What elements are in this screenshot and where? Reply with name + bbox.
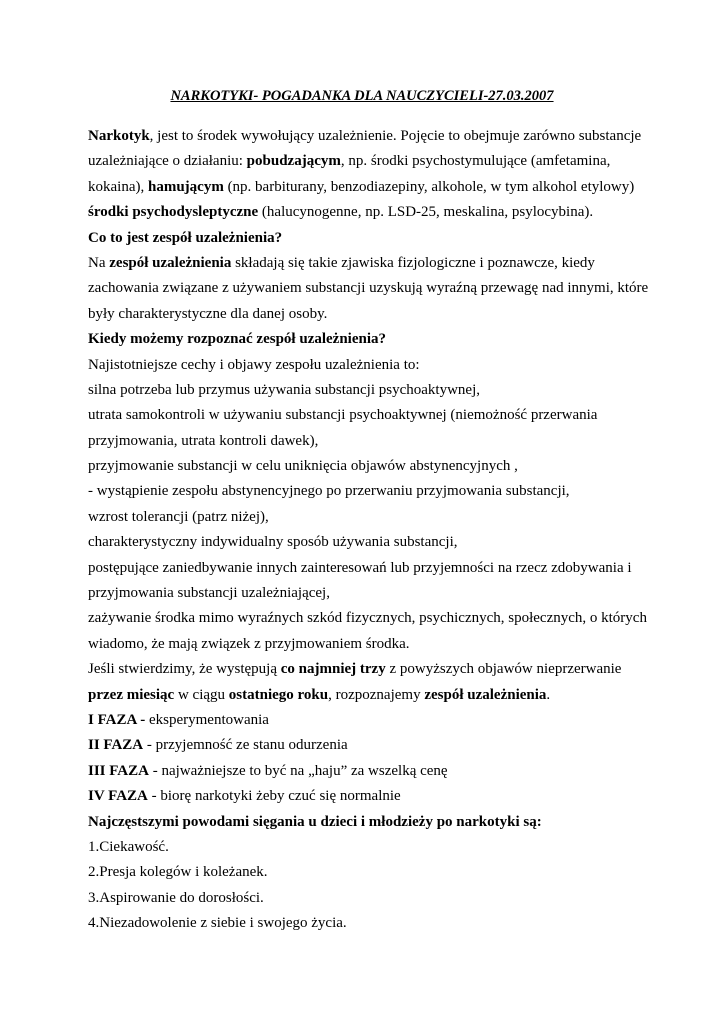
conclusion-line-1 [88,657,648,682]
intro-text: (np. barbiturany, benzodiazepiny, alkohole, w tym alkohol etylowy) [223,178,635,195]
definition-line-2: zachowania związane z używaniem substancji uzyskują wyraźną przewagę nad innymi, które [88,280,649,297]
phase-label: II FAZA [88,737,144,754]
emphasis-przez-miesiac: przez miesiąc [88,686,175,703]
sign-line: postępujące zaniedbywanie innych zainteresowań lub przyjemności na rzecz zdobywania i [88,559,632,576]
signs-intro: Najistotniejsze cechy i objawy zespołu uzależnienia to: [88,356,420,373]
concl-text: Jeśli stwierdzimy, że występują [88,661,281,678]
intro-line-1 [88,124,648,149]
sign-line: - wystąpienie zespołu abstynencyjnego po przerwaniu przyjmowania substancji, [88,483,570,500]
intro-text: , jest to środek wywołujący uzależnienie. Pojęcie to obejmuje zarówno substancje [149,128,642,144]
sign-line: silna potrzeba lub przymus używania substancji psychoaktywnej, [88,381,480,398]
document-title: NARKOTYKI- POGADANKA DLA NAUCZYCIELI-27.03.2007 [170,88,554,104]
phase-line [88,784,648,809]
conclusion-line-2 [88,683,648,708]
term-zespol-uzaleznienia: zespół uzależnienia [109,254,232,271]
concl-text: z powyższych objawów nieprzerwanie [385,661,622,678]
document-body [88,124,648,937]
sign-line: zażywanie środka mimo wyraźnych szkód fizycznych, psychicznych, społecznych, o których [88,610,647,627]
intro-text: (halucynogenne, np. LSD-25, meskalina, psylocybina). [258,204,594,221]
intro-text: , np. środki psychostymulujące (amfetamina, [340,153,611,170]
phase-label: IV FAZA [88,788,148,805]
reason-item: 4.Niezadowolenie z siebie i swojego życia. [88,915,347,932]
concl-text: w ciągu [174,686,229,703]
reasons-heading: Najczęstszymi powodami sięgania u dzieci i młodzieży po narkotyki są: [88,813,542,830]
term-psychodysleptyczne: środki psychodysleptyczne [88,204,259,221]
emphasis-co-najmniej-trzy: co najmniej trzy [280,661,386,678]
emphasis-ostatniego-roku: ostatniego roku [228,686,329,703]
term-pobudzajacym: pobudzającym [246,153,341,170]
phase-line [88,759,648,784]
phase-text: eksperymentowania [145,711,269,728]
term-hamujacym: hamującym [147,178,224,195]
definition-line-3: były charakterystyczne dla danej osoby. [88,305,328,322]
question-heading-2: Kiedy możemy rozpoznać zespół uzależnienia? [88,331,387,348]
phase-label: III FAZA [88,762,149,779]
sign-line: przyjmowania substancji uzależniającej, [88,585,330,602]
emphasis-zespol-uzaleznienia: zespół uzależnienia [424,686,547,703]
concl-text: . [546,686,551,703]
phase-text: - najważniejsze to być na „haju” za wszelką cenę [148,762,448,779]
concl-text: , rozpoznajemy [328,686,425,703]
intro-text: uzależniające o działaniu: [88,153,247,170]
sign-line: utrata samokontroli w używaniu substancji psychoaktywnej (niemożność przerwania [88,407,598,424]
phase-line [88,733,648,758]
def-text: składają się takie zjawiska fizjologiczne i poznawcze, kiedy [231,254,595,271]
question-heading-1: Co to jest zespół uzależnienia? [88,229,283,246]
phase-text: - przyjemność ze stanu odurzenia [143,737,348,754]
intro-line-3 [88,175,648,200]
sign-line: wiadomo, że mają związek z przyjmowaniem środka. [88,635,410,652]
phase-label: I FAZA - [88,711,146,728]
reason-item: 2.Presja kolegów i koleżanek. [88,864,268,881]
reason-item: 3.Aspirowanie do dorosłości. [88,889,264,906]
definition-line-1 [88,251,648,276]
sign-line: przyjmowanie substancji w celu uniknięcia objawów abstynencyjnych , [88,458,518,475]
reason-item: 1.Ciekawość. [88,838,169,855]
sign-line: wzrost tolerancji (patrz niżej), [88,508,269,525]
intro-line-4 [88,200,648,225]
sign-line: przyjmowania, utrata kontroli dawek), [88,432,319,449]
phase-text: - biorę narkotyki żeby czuć się normalnie [147,788,401,805]
def-text: Na [88,254,110,271]
sign-line: charakterystyczny indywidualny sposób używania substancji, [88,534,458,551]
phase-line [88,708,648,733]
intro-text: kokaina), [88,178,148,195]
term-narkotyk: Narkotyk [88,128,150,144]
intro-line-2 [88,149,648,174]
